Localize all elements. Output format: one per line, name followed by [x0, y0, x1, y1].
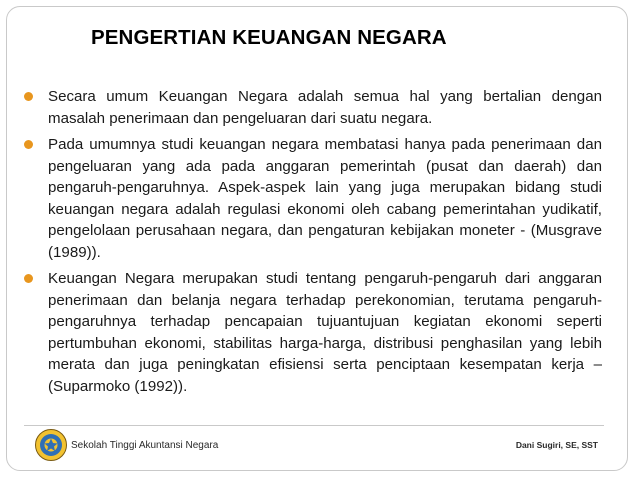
- bullet-item: [24, 86, 602, 129]
- bullet-item: [24, 268, 602, 397]
- bullet-list: [24, 86, 602, 402]
- bullet-text: Pada umumnya studi keuangan negara membatasi hanya pada penerimaan dan pengeluaran yang ada pada anggaran pemerintah (pusat dan daerah) dan pengaruh-pengaruhnya. Aspek-aspek lain yang juga merupakan bidang studi keuangan negara adalah regulasi ekonomi oleh cabang pemerintahan yudikatif, pengelolaan perusahaan negara, dan pengaturan kebijakan moneter - (Musgrave (1989)).: [48, 136, 602, 261]
- footer-divider: [24, 425, 604, 426]
- bullet-icon: [24, 92, 33, 101]
- slide-title: PENGERTIAN KEUANGAN NEGARA: [91, 26, 447, 49]
- bullet-text: Secara umum Keuangan Negara adalah semua hal yang bertalian dengan masalah penerimaan dan pengeluaran dari suatu negara.: [48, 88, 602, 127]
- bullet-icon: [24, 274, 33, 283]
- footer-author: Dani Sugiri, SE, SST: [515, 440, 598, 450]
- stan-emblem-icon: [34, 428, 68, 462]
- bullet-item: [24, 134, 602, 263]
- bullet-text: Keuangan Negara merupakan studi tentang pengaruh-pengaruh dari anggaran penerimaan dan belanja negara terhadap perekonomian, terutama pengaruh-pengaruhnya terhadap pencapaian tujuantujuan kegiatan ekonomi seperti pertumbuhan ekonomi, stabilitas harga-harga, distribusi penghasilan yang lebih merata dan juga peningkatan efisiensi serta penciptaan kesempatan kerja – (Suparmoko (1992)).: [48, 270, 602, 395]
- footer-institution: Sekolah Tinggi Akuntansi Negara: [71, 440, 219, 451]
- bullet-icon: [24, 140, 33, 149]
